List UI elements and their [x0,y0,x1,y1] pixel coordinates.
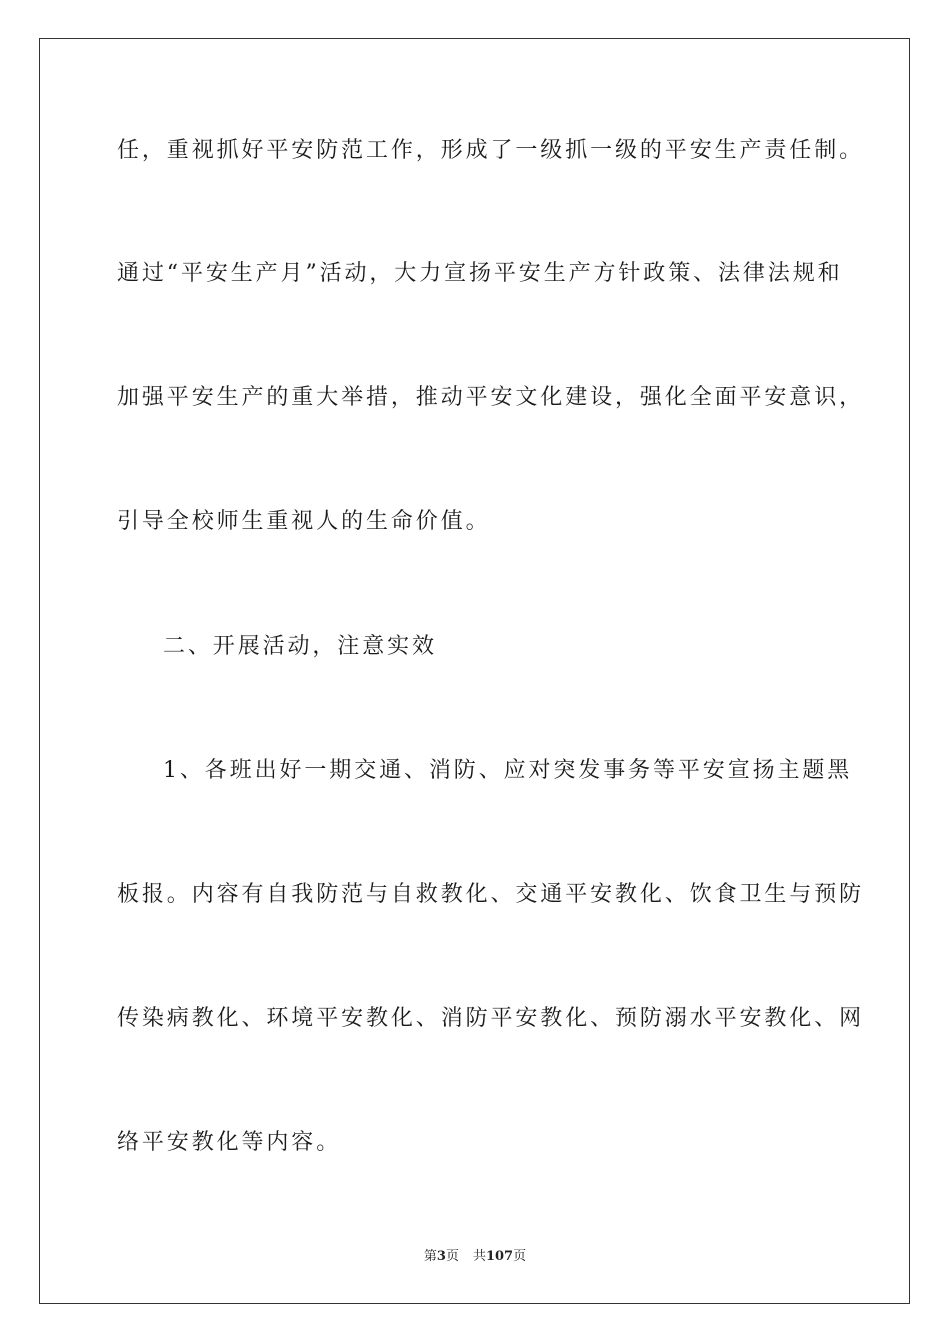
body-line-7: 板报。内容有自我防范与自救教化、交通平安教化、饮食卫生与预防 [117,882,865,907]
footer-page-suffix: 页 [445,1249,459,1264]
body-line-9: 络平安教化等内容。 [117,1130,342,1155]
footer-total-pages: 107 [485,1249,514,1264]
section-heading: 二、开展活动，注意实效 [163,634,437,659]
page-frame [39,38,910,1304]
body-line-1: 任，重视抓好平安防范工作，形成了一级抓一级的平安生产责任制。 [117,138,865,163]
footer-page-prefix: 第 [423,1249,437,1264]
footer-page-number: 3 [436,1249,446,1264]
body-line-2: 通过“平安生产月”活动，大力宣扬平安生产方针政策、法律法规和 [117,261,843,286]
body-line-3: 加强平安生产的重大举措，推动平安文化建设，强化全面平安意识， [117,385,865,410]
footer-total-suffix: 页 [513,1249,527,1264]
page-footer [0,1248,950,1266]
body-line-8: 传染病教化、环境平安教化、消防平安教化、预防溺水平安教化、网 [117,1006,865,1031]
body-line-4: 引导全校师生重视人的生命价值。 [117,509,491,534]
footer-total-prefix: 共 [472,1249,486,1264]
body-line-6: 1、各班出好一期交通、消防、应对突发事务等平安宣扬主题黑 [163,758,853,783]
